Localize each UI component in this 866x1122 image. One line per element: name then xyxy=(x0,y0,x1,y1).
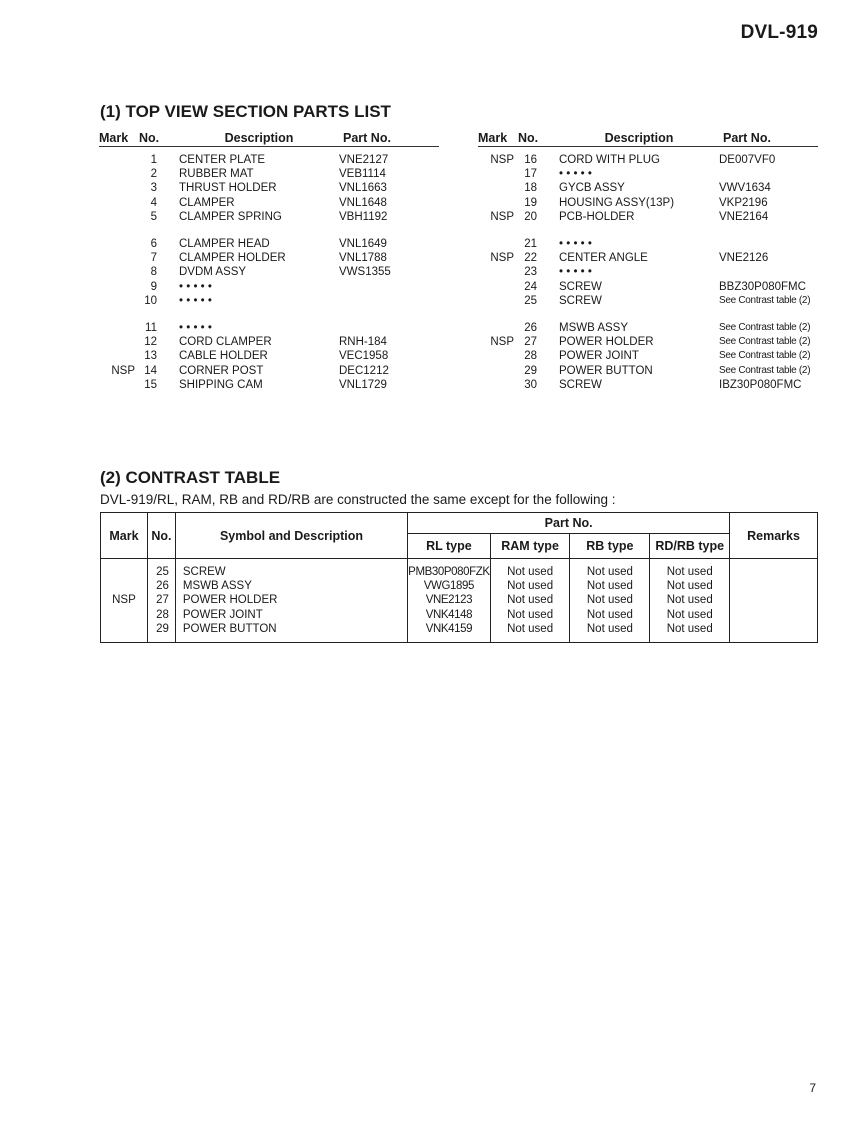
part-number: 8 xyxy=(150,266,157,279)
contrast-ram-value: Not used xyxy=(507,580,554,593)
part-mark xyxy=(99,196,139,210)
part-description: DVDM ASSY xyxy=(179,266,247,279)
model-number: DVL-919 xyxy=(740,22,818,43)
contrast-rdrb-cell xyxy=(650,559,730,643)
part-mark xyxy=(478,265,518,279)
contrast-no-value: 28 xyxy=(156,608,169,621)
contrast-rb-cell xyxy=(570,559,650,643)
contrast-header-rb: RB type xyxy=(570,534,650,559)
part-mark xyxy=(99,265,139,279)
parts-row xyxy=(99,280,439,294)
part-mark xyxy=(99,251,139,265)
part-number: 27 xyxy=(524,336,537,349)
parts-row xyxy=(478,147,818,168)
part-number: 21 xyxy=(524,238,537,251)
part-code xyxy=(719,167,818,181)
parts-row xyxy=(478,167,818,181)
part-mark xyxy=(478,280,518,294)
part-description: GYCB ASSY xyxy=(559,182,625,195)
column-description: Description xyxy=(559,131,719,147)
part-code: See Contrast table (2) xyxy=(719,350,811,362)
part-code: VNE2164 xyxy=(719,210,769,223)
contrast-mark-value xyxy=(101,565,147,579)
parts-row xyxy=(99,378,439,392)
part-description: • • • • • xyxy=(179,322,212,335)
part-description: CLAMPER HOLDER xyxy=(179,252,286,265)
contrast-header-symbol: Symbol and Description xyxy=(175,513,407,559)
parts-row xyxy=(99,147,439,168)
contrast-rdrb-value: Not used xyxy=(666,580,713,593)
contrast-table xyxy=(100,512,818,643)
parts-row xyxy=(99,335,439,349)
part-mark xyxy=(478,364,518,378)
parts-rows-left xyxy=(99,147,439,393)
part-mark xyxy=(99,181,139,195)
part-description: • • • • • xyxy=(179,280,212,293)
part-code: VNL1649 xyxy=(339,238,387,251)
part-description: CORD WITH PLUG xyxy=(559,154,660,166)
contrast-description-value: POWER JOINT xyxy=(182,608,263,621)
parts-row xyxy=(99,167,439,181)
part-description: CABLE HOLDER xyxy=(179,350,268,363)
contrast-ram-cell xyxy=(490,559,570,643)
part-mark: NSP xyxy=(111,364,135,377)
part-description: HOUSING ASSY(13P) xyxy=(559,196,675,209)
part-description: CLAMPER xyxy=(179,196,235,209)
part-number: 5 xyxy=(150,210,157,223)
part-number: 14 xyxy=(144,364,157,377)
contrast-ram-value: Not used xyxy=(507,566,554,578)
part-mark xyxy=(99,308,139,335)
part-number: 17 xyxy=(524,168,537,181)
part-code: VEB1114 xyxy=(339,168,386,181)
part-number: 7 xyxy=(150,252,157,265)
part-number: 3 xyxy=(150,182,157,195)
part-number: 30 xyxy=(524,378,537,391)
contrast-header-rdrb: RD/RB type xyxy=(650,534,730,559)
part-number: 15 xyxy=(144,378,157,391)
contrast-rdrb-value: Not used xyxy=(666,594,713,607)
contrast-rl-value: VWG1895 xyxy=(423,580,475,593)
part-number: 13 xyxy=(144,350,157,363)
part-description: RUBBER MAT xyxy=(179,168,254,181)
parts-table-right xyxy=(478,131,818,392)
part-description: SCREW xyxy=(559,294,602,307)
part-code: IBZ30P080FMC xyxy=(719,378,802,391)
contrast-no-value: 29 xyxy=(156,622,169,635)
contrast-mark-value xyxy=(101,608,147,622)
part-number: 25 xyxy=(524,294,537,307)
part-code: BBZ30P080FMC xyxy=(719,280,806,293)
part-mark xyxy=(478,181,518,195)
contrast-header-no: No. xyxy=(147,513,175,559)
contrast-rb-value: Not used xyxy=(586,622,633,635)
part-number: 23 xyxy=(524,266,537,279)
contrast-rl-value: VNE2123 xyxy=(425,594,473,607)
part-code: VBH1192 xyxy=(339,210,388,223)
parts-row xyxy=(99,308,439,335)
part-number: 6 xyxy=(150,238,157,251)
part-code: VNE2126 xyxy=(719,252,769,265)
part-description: CLAMPER HEAD xyxy=(179,238,270,251)
contrast-mark-cell xyxy=(101,559,148,643)
part-mark xyxy=(478,349,518,363)
parts-row xyxy=(478,265,818,279)
part-number: 24 xyxy=(524,280,537,293)
column-mark: Mark xyxy=(478,131,518,147)
contrast-body-row xyxy=(101,559,818,643)
part-description: PCB-HOLDER xyxy=(559,210,635,223)
parts-rows-right xyxy=(478,147,818,393)
parts-table-left xyxy=(99,131,439,392)
part-number: 11 xyxy=(145,322,157,335)
part-number: 28 xyxy=(524,350,537,363)
part-mark xyxy=(478,294,518,308)
contrast-header-remarks: Remarks xyxy=(730,513,818,559)
parts-row xyxy=(478,251,818,265)
column-part-no: Part No. xyxy=(719,131,818,147)
part-mark: NSP xyxy=(490,336,514,349)
parts-row xyxy=(478,280,818,294)
parts-row xyxy=(99,224,439,251)
parts-row xyxy=(478,181,818,195)
parts-row xyxy=(99,196,439,210)
contrast-rdrb-value: Not used xyxy=(666,566,713,578)
part-number: 1 xyxy=(150,154,157,166)
part-code xyxy=(339,280,439,294)
contrast-mark-value xyxy=(101,622,147,636)
contrast-no-value: 25 xyxy=(156,566,169,578)
contrast-rb-value: Not used xyxy=(586,580,633,593)
contrast-rdrb-value: Not used xyxy=(666,622,713,635)
contrast-no-value: 27 xyxy=(156,594,169,607)
part-mark xyxy=(99,147,139,168)
contrast-header-ram: RAM type xyxy=(490,534,570,559)
part-number: 10 xyxy=(144,294,157,307)
parts-row xyxy=(478,224,818,251)
column-no: No. xyxy=(518,131,559,147)
part-description: SHIPPING CAM xyxy=(179,378,263,391)
parts-row xyxy=(99,181,439,195)
part-mark xyxy=(478,308,518,335)
contrast-description-value: POWER HOLDER xyxy=(182,594,278,607)
part-description: • • • • • xyxy=(179,294,212,307)
part-description: CORNER POST xyxy=(179,364,264,377)
part-description: POWER BUTTON xyxy=(559,364,653,377)
part-mark: NSP xyxy=(490,210,514,223)
part-code: See Contrast table (2) xyxy=(719,322,811,334)
part-code: VWV1634 xyxy=(719,182,771,195)
part-description: MSWB ASSY xyxy=(559,322,629,335)
part-number: 26 xyxy=(524,322,537,335)
contrast-no-value: 26 xyxy=(156,580,169,593)
contrast-rl-value: VNK4159 xyxy=(425,622,473,635)
column-description: Description xyxy=(179,131,339,147)
part-description: • • • • • xyxy=(559,238,592,251)
parts-list-title: (1) TOP VIEW SECTION PARTS LIST xyxy=(100,102,391,121)
contrast-rl-cell xyxy=(408,559,491,643)
parts-row xyxy=(478,210,818,224)
part-description: CENTER PLATE xyxy=(179,154,266,166)
part-code xyxy=(339,308,439,335)
parts-row xyxy=(478,294,818,308)
parts-row xyxy=(99,265,439,279)
parts-row xyxy=(478,349,818,363)
part-mark xyxy=(99,167,139,181)
contrast-rb-value: Not used xyxy=(586,608,633,621)
part-code: DEC1212 xyxy=(339,364,389,377)
parts-row xyxy=(99,294,439,308)
part-description: POWER HOLDER xyxy=(559,336,654,349)
part-mark xyxy=(99,378,139,392)
contrast-rl-value: VNK4148 xyxy=(425,608,473,621)
parts-row xyxy=(478,196,818,210)
parts-row xyxy=(478,335,818,349)
part-mark xyxy=(478,167,518,181)
part-description: • • • • • xyxy=(559,168,592,181)
parts-row xyxy=(99,210,439,224)
contrast-intro: DVL-919/RL, RAM, RB and RD/RB are constructed the same except for the following : xyxy=(100,492,616,507)
part-description: CENTER ANGLE xyxy=(559,252,648,265)
parts-row xyxy=(478,378,818,392)
part-code xyxy=(719,224,818,251)
part-code: VNL1663 xyxy=(339,182,387,195)
column-part-no: Part No. xyxy=(339,131,439,147)
part-description: POWER JOINT xyxy=(559,350,639,363)
contrast-description-cell xyxy=(175,559,407,643)
contrast-rl-value: PMB30P080FZK xyxy=(408,566,490,578)
part-mark: NSP xyxy=(490,252,514,265)
part-mark: NSP xyxy=(490,154,514,166)
part-code: See Contrast table (2) xyxy=(719,294,811,306)
part-code: DE007VF0 xyxy=(719,154,776,166)
contrast-ram-value: Not used xyxy=(507,608,554,621)
part-number: 18 xyxy=(524,182,537,195)
contrast-rb-value: Not used xyxy=(586,594,633,607)
contrast-description-value: POWER BUTTON xyxy=(182,622,277,635)
part-number: 19 xyxy=(524,196,537,209)
contrast-no-cell xyxy=(147,559,175,643)
part-number: 29 xyxy=(524,364,537,377)
page-number: 7 xyxy=(809,1081,816,1095)
part-description: SCREW xyxy=(559,378,602,391)
part-mark xyxy=(99,224,139,251)
part-code: VEC1958 xyxy=(339,350,389,363)
part-description: CORD CLAMPER xyxy=(179,336,272,349)
part-code xyxy=(719,265,818,279)
part-code: VNL1788 xyxy=(339,252,387,265)
part-code: RNH-184 xyxy=(339,336,387,349)
contrast-description-value: MSWB ASSY xyxy=(182,580,252,593)
part-mark xyxy=(99,335,139,349)
parts-row xyxy=(478,364,818,378)
part-number: 4 xyxy=(150,196,157,209)
parts-row xyxy=(99,251,439,265)
part-mark xyxy=(99,280,139,294)
contrast-mark-value xyxy=(101,579,147,593)
parts-row xyxy=(99,349,439,363)
part-mark xyxy=(99,349,139,363)
part-mark xyxy=(478,224,518,251)
contrast-header-mark: Mark xyxy=(101,513,148,559)
contrast-mark-value: NSP xyxy=(112,594,136,607)
part-mark xyxy=(478,196,518,210)
part-code: See Contrast table (2) xyxy=(719,364,811,376)
contrast-header-rl: RL type xyxy=(408,534,491,559)
column-no: No. xyxy=(139,131,179,147)
part-code: VNE2127 xyxy=(339,154,389,166)
column-mark: Mark xyxy=(99,131,139,147)
contrast-remarks-cell xyxy=(730,559,818,643)
part-mark xyxy=(478,378,518,392)
contrast-table-title: (2) CONTRAST TABLE xyxy=(100,468,281,487)
part-code: VNL1648 xyxy=(339,196,387,209)
part-description: • • • • • xyxy=(559,266,592,279)
part-code: VWS1355 xyxy=(339,266,391,279)
contrast-rb-value: Not used xyxy=(586,566,633,578)
part-description: CLAMPER SPRING xyxy=(179,210,282,223)
part-number: 16 xyxy=(524,154,537,166)
part-code: VKP2196 xyxy=(719,196,768,209)
part-number: 9 xyxy=(150,280,157,293)
part-code: See Contrast table (2) xyxy=(719,336,811,348)
contrast-header-part-no: Part No. xyxy=(408,513,730,534)
part-code xyxy=(339,294,439,308)
part-number: 12 xyxy=(144,336,157,349)
part-description: THRUST HOLDER xyxy=(179,182,277,195)
contrast-description-value: SCREW xyxy=(182,566,226,578)
part-mark xyxy=(99,210,139,224)
parts-row xyxy=(99,364,439,378)
part-code: VNL1729 xyxy=(339,378,387,391)
part-description: SCREW xyxy=(559,280,602,293)
contrast-rdrb-value: Not used xyxy=(666,608,713,621)
part-number: 2 xyxy=(150,168,157,181)
parts-row xyxy=(478,308,818,335)
part-number: 20 xyxy=(524,210,537,223)
part-mark xyxy=(99,294,139,308)
contrast-ram-value: Not used xyxy=(507,622,554,635)
contrast-ram-value: Not used xyxy=(507,594,554,607)
part-number: 22 xyxy=(524,252,537,265)
